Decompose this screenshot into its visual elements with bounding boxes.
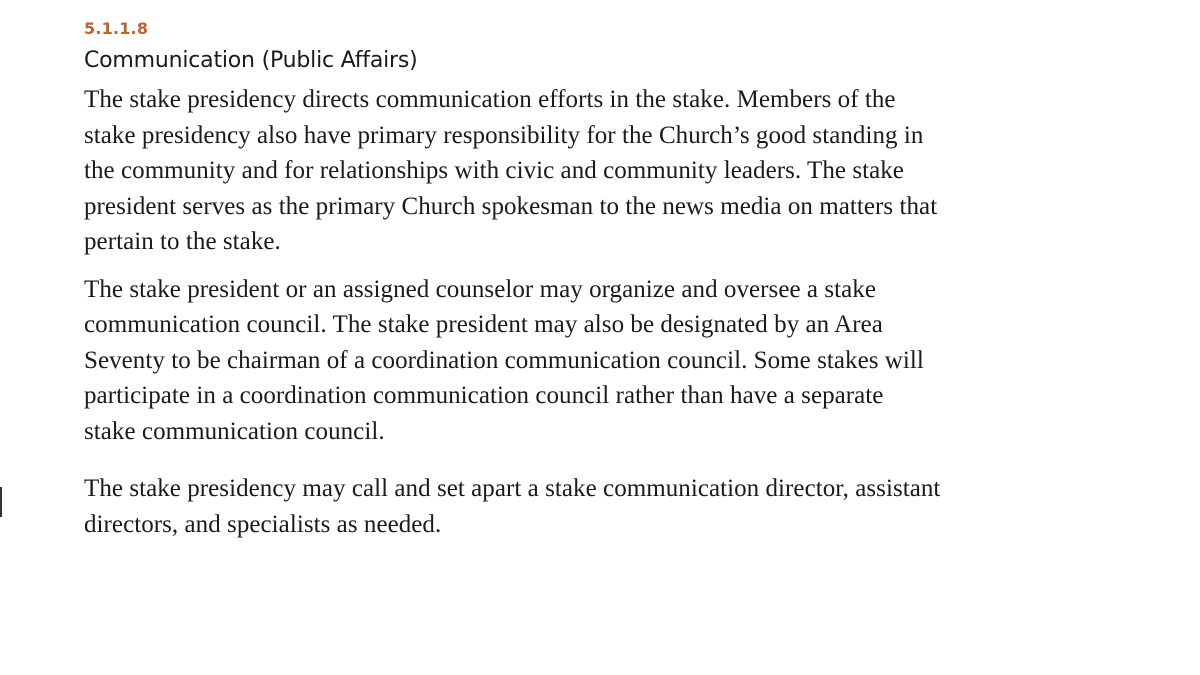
document-section (84, 18, 1164, 542)
paragraph-line: The stake presidency directs communication efforts in the stake. Members of the (84, 86, 896, 113)
page-edge-marker (0, 487, 2, 517)
paragraph-line: communication council. The stake president may also be designated by an Area (84, 311, 883, 338)
section-title: Communication (Public Affairs) (84, 48, 418, 73)
paragraph-line: president serves as the primary Church spokesman to the news media on matters that (84, 192, 938, 220)
paragraph-line: stake communication council. (84, 417, 385, 445)
paragraph-communication-director (84, 471, 1164, 542)
paragraph-line: Seventy to be chairman of a coordination communication council. Some stakes will (84, 346, 924, 374)
paragraph-line: The stake president or an assigned counselor may organize and oversee a stake (84, 275, 876, 303)
paragraph-communication-council (84, 272, 1164, 450)
paragraph-line: the community and for relationships with civic and community leaders. The stake (84, 157, 904, 184)
paragraph-line: The stake presidency may call and set apart a stake communication director, assistant (84, 475, 941, 502)
section-number: 5.1.1.8 (84, 19, 149, 38)
paragraph-line: pertain to the stake. (84, 228, 281, 255)
paragraph-line: stake presidency also have primary responsibility for the Church’s good standing in (84, 121, 924, 149)
paragraph-line: directors, and specialists as needed. (84, 510, 442, 538)
paragraph-line: participate in a coordination communication council rather than have a separate (84, 382, 884, 409)
paragraph-stake-presidency-directs (84, 82, 1164, 260)
